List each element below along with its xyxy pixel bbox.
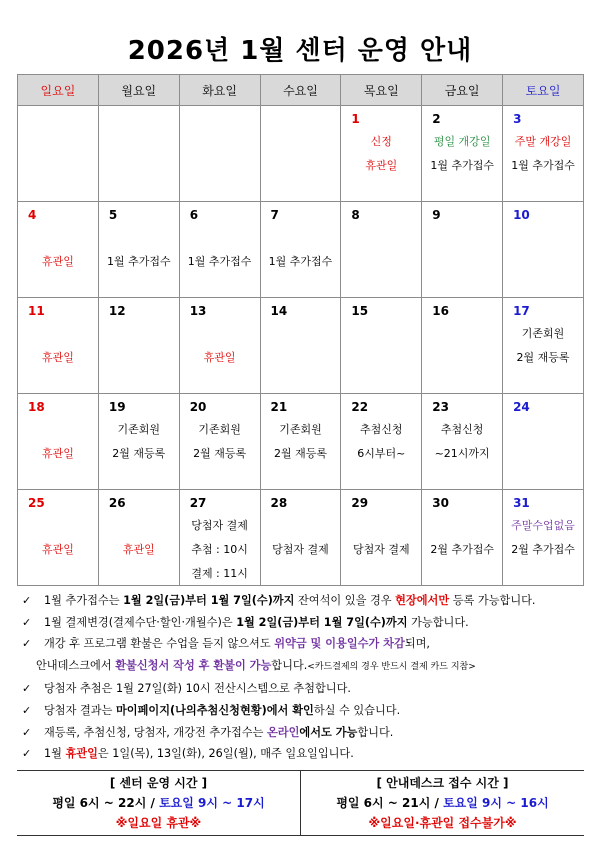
calendar-day-10: [503, 202, 584, 298]
day-event: 추첨신청: [440, 423, 484, 436]
check-icon: ✓: [22, 615, 32, 629]
center-hours-time: 평일 6시 ~ 22시 / 토요일 9시 ~ 17시: [52, 796, 265, 810]
notice-item: ✓ 당첨자 추첨은 1월 27일(화) 10시 전산시스템으로 추첨합니다.: [22, 678, 592, 700]
calendar-day-2: [422, 106, 503, 202]
notice-item: ✓ 재등록, 추첨신청, 당첨자, 개강전 추가접수는 온라인에서도 가능합니다.: [22, 722, 592, 744]
calendar-day-29: [341, 490, 422, 586]
calendar-week: [18, 394, 584, 490]
calendar-week: [18, 106, 584, 202]
calendar-day-26: [98, 490, 179, 586]
calendar-day-4: [18, 202, 99, 298]
day-number: 1: [351, 112, 360, 126]
calendar-day-25: [18, 490, 99, 586]
day-number: 19: [108, 400, 126, 414]
weekday-saturday: 토요일: [503, 75, 584, 106]
day-number: 26: [108, 496, 126, 510]
desk-hours-title: [ 안내데스크 접수 시간 ]: [376, 776, 509, 790]
day-event: 기존회원: [198, 423, 241, 436]
day-number: 10: [513, 208, 530, 222]
day-number: 25: [28, 496, 45, 510]
calendar-empty-cell: [98, 106, 179, 202]
day-event: 1월 추가접수: [511, 159, 575, 172]
day-event: 휴관일: [41, 351, 74, 364]
day-event: 2월 재등록: [273, 447, 327, 460]
notice-item: ✓ 당첨자 결과는 마이페이지(나의추첨신청현황)에서 확인하실 수 있습니다.: [22, 700, 592, 722]
calendar-day-19: [98, 394, 179, 490]
calendar-day-16: [422, 298, 503, 394]
day-number: 7: [270, 208, 279, 222]
calendar-day-13: [179, 298, 260, 394]
day-number: 9: [432, 208, 441, 222]
day-number: 13: [189, 304, 207, 318]
day-event: 휴관일: [41, 447, 74, 460]
day-number: 20: [189, 400, 207, 414]
day-number: 16: [432, 304, 449, 318]
calendar-empty-cell: [18, 106, 99, 202]
day-number: 6: [189, 208, 199, 222]
calendar-day-20: [179, 394, 260, 490]
check-icon: ✓: [22, 725, 32, 739]
check-icon: ✓: [22, 682, 32, 696]
hours-footer: [17, 770, 584, 836]
day-event: 기존회원: [521, 327, 565, 340]
calendar-day-23: [422, 394, 503, 490]
weekday-friday: 금요일: [422, 75, 503, 106]
calendar-day-31: [503, 490, 584, 586]
notice-item: ✓ 1월 휴관일은 1일(목), 13일(화), 26일(월), 매주 일요일입니다.: [22, 743, 592, 765]
day-number: 15: [351, 304, 369, 318]
day-event: 결제 : 11시: [191, 567, 248, 580]
page-title: 2026년 1월 센터 운영 안내: [127, 36, 473, 66]
day-number: 31: [513, 496, 530, 510]
day-event: 휴관일: [203, 351, 236, 364]
day-event: 주말수업없음: [511, 519, 575, 532]
calendar-day-3: [503, 106, 584, 202]
calendar-empty-cell: [179, 106, 260, 202]
day-event: 당첨자 결제: [272, 543, 329, 556]
day-event: 기존회원: [117, 423, 161, 436]
center-hours-title: [ 센터 운영 시간 ]: [109, 776, 208, 790]
check-icon: ✓: [22, 703, 32, 717]
day-event: 평일 개강일: [433, 135, 491, 148]
day-event: 추첨 : 10시: [191, 543, 248, 556]
calendar-day-11: [18, 298, 99, 394]
calendar-week: [18, 298, 584, 394]
day-number: 12: [108, 304, 126, 318]
day-event: 주말 개강일: [514, 135, 572, 148]
calendar-week: [18, 490, 584, 586]
day-event: 기존회원: [279, 423, 322, 436]
calendar-day-28: [260, 490, 341, 586]
notice-item: ✓ 개강 후 프로그램 환불은 수업을 듣지 않으셔도 위약금 및 이용일수가 차감되며,: [22, 633, 592, 655]
day-number: 14: [270, 304, 288, 318]
notice-item: ✓ 1월 결제변경(결제수단·할인·개월수)은 1월 2일(금)부터 1월 7일(수)까지 가능합니다.: [22, 612, 592, 634]
notice-item-continued: 안내데스크에서 환불신청서 작성 후 환불이 가능합니다.<카드결제의 경우 반드시 결제 카드 지참>: [36, 658, 476, 672]
calendar-day-7: [260, 202, 341, 298]
calendar-day-12: [98, 298, 179, 394]
day-event: 당첨자 결제: [191, 519, 248, 532]
center-hours: [17, 771, 300, 835]
day-number: 27: [189, 496, 207, 510]
weekday-sunday: 일요일: [18, 75, 99, 106]
calendar-day-9: [422, 202, 503, 298]
calendar-empty-cell: [260, 106, 341, 202]
desk-hours-note: ※일요일·휴관일 접수불가※: [368, 816, 517, 830]
calendar-day-5: [98, 202, 179, 298]
calendar-table: [17, 74, 584, 586]
calendar-day-17: [503, 298, 584, 394]
day-event: 2월 재등록: [112, 447, 166, 460]
calendar-day-8: [341, 202, 422, 298]
calendar-day-18: [18, 394, 99, 490]
day-number: 18: [28, 400, 45, 414]
day-event: 2월 추가접수: [511, 543, 575, 556]
desk-hours-time: 평일 6시 ~ 21시 / 토요일 9시 ~ 16시: [336, 796, 549, 810]
day-event: 1월 추가접수: [268, 255, 333, 268]
check-icon: ✓: [22, 747, 32, 761]
center-hours-note: ※일요일 휴관※: [115, 816, 202, 830]
day-event: 휴관일: [41, 543, 74, 556]
day-event: 추첨신청: [360, 423, 403, 436]
calendar-day-14: [260, 298, 341, 394]
weekday-monday: 월요일: [98, 75, 179, 106]
weekday-wednesday: 수요일: [260, 75, 341, 106]
calendar-day-6: [179, 202, 260, 298]
weekday-thursday: 목요일: [341, 75, 422, 106]
day-event: 2월 추가접수: [430, 543, 494, 556]
day-number: 28: [270, 496, 288, 510]
calendar-day-1: [341, 106, 422, 202]
weekday-header-row: [18, 75, 584, 106]
day-event: 휴관일: [365, 159, 398, 172]
day-number: 23: [432, 400, 449, 414]
day-event: 1월 추가접수: [187, 255, 252, 268]
weekday-tuesday: 화요일: [179, 75, 260, 106]
calendar-day-21: [260, 394, 341, 490]
day-event: 당첨자 결제: [352, 543, 410, 556]
day-number: 5: [108, 208, 118, 222]
day-event: 2월 재등록: [193, 447, 247, 460]
day-number: 4: [28, 208, 37, 222]
day-number: 2: [432, 112, 441, 126]
calendar-day-15: [341, 298, 422, 394]
day-number: 8: [351, 208, 360, 222]
notice-list: [22, 590, 592, 765]
day-number: 3: [513, 112, 522, 126]
day-event: 휴관일: [41, 255, 74, 268]
calendar-day-24: [503, 394, 584, 490]
day-event: 1월 추가접수: [106, 255, 171, 268]
day-event: 신정: [370, 135, 392, 148]
day-number: 29: [351, 496, 369, 510]
day-event: 6시부터~: [357, 447, 406, 460]
day-event: ~21시까지: [434, 447, 490, 460]
day-number: 30: [432, 496, 449, 510]
check-icon: ✓: [22, 594, 32, 607]
check-icon: ✓: [22, 637, 32, 651]
day-event: 휴관일: [122, 543, 155, 556]
day-number: 24: [513, 400, 530, 414]
day-number: 21: [270, 400, 288, 414]
day-event: 1월 추가접수: [430, 159, 494, 172]
notice-item: ✓ 1월 추가접수는 1월 2일(금)부터 1월 7일(수)까지 잔여석이 있을 경우 현장에서만 등록 가능합니다.: [22, 590, 592, 612]
calendar-day-27: [179, 490, 260, 586]
calendar-week: [18, 202, 584, 298]
desk-hours: [300, 771, 584, 835]
calendar-day-30: [422, 490, 503, 586]
day-number: 17: [513, 304, 530, 318]
day-number: 11: [28, 304, 45, 318]
day-event: 2월 재등록: [516, 351, 570, 364]
day-number: 22: [351, 400, 369, 414]
calendar-day-22: [341, 394, 422, 490]
